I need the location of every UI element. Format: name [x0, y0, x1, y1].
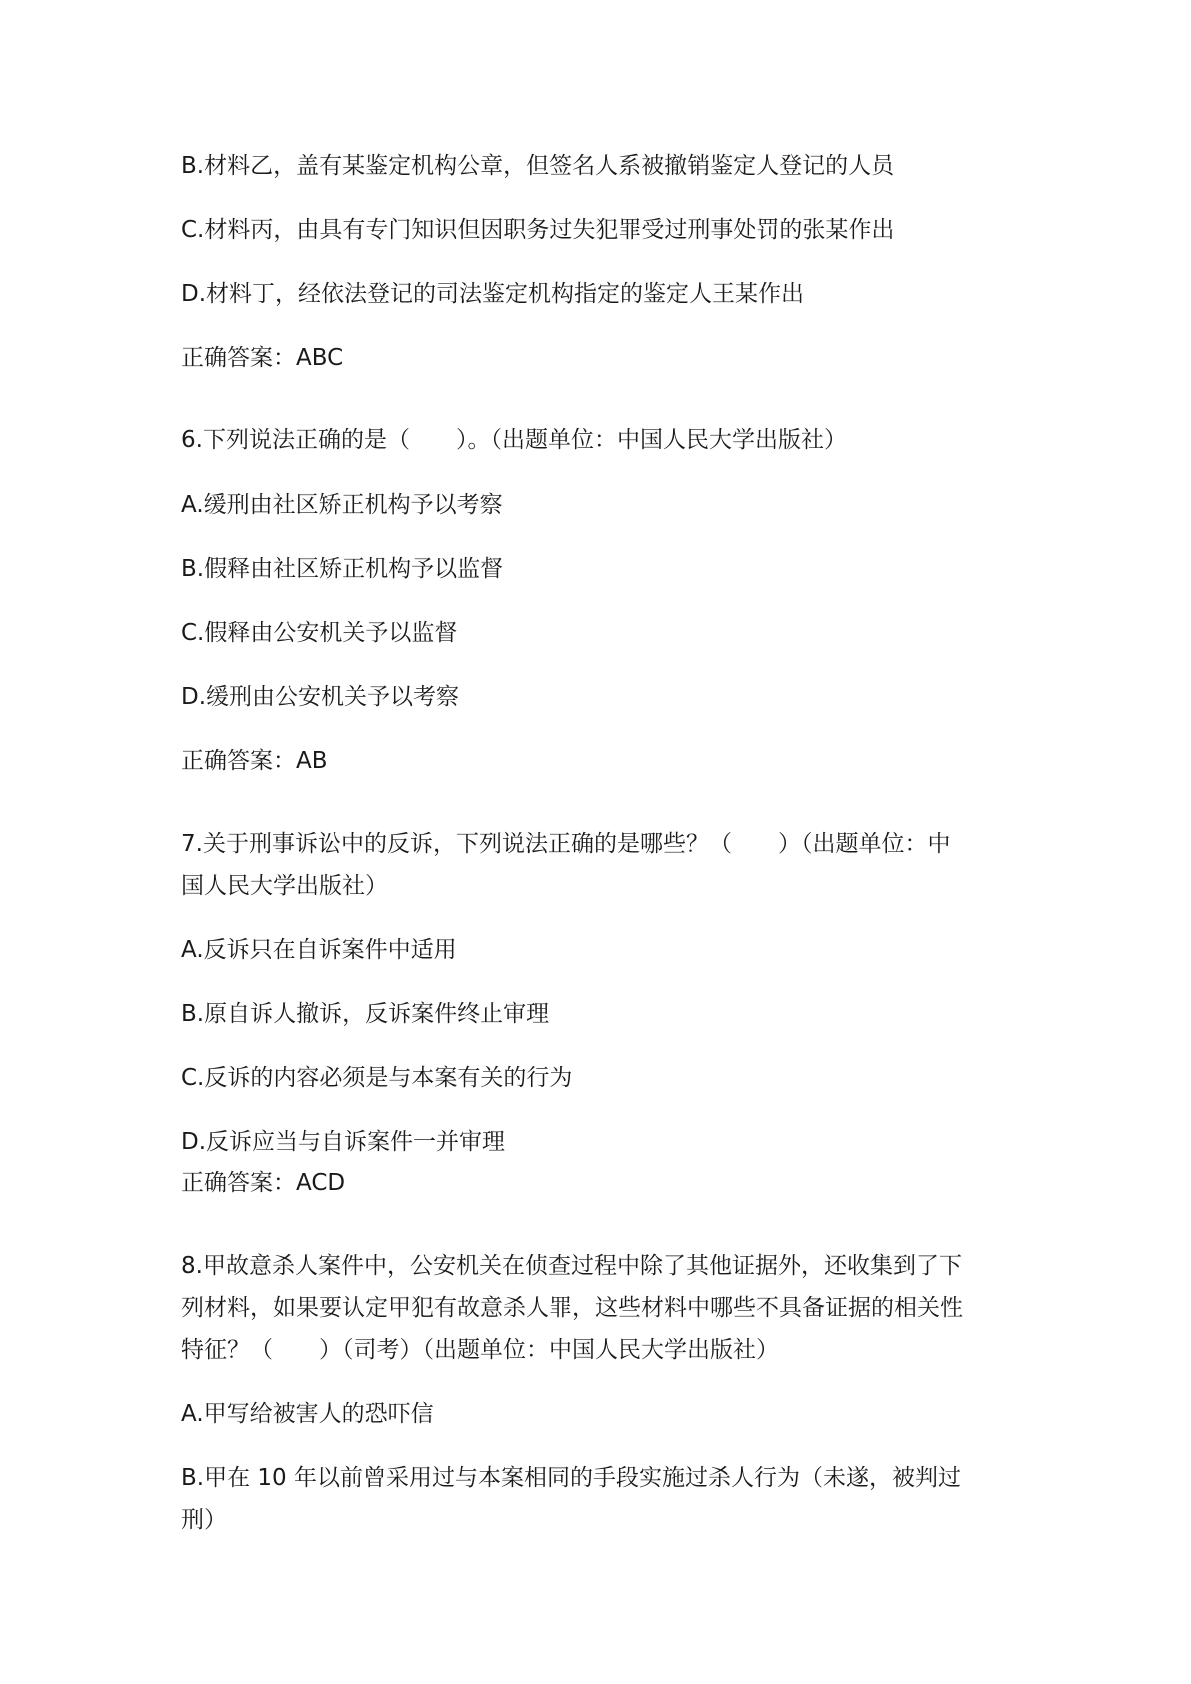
q8-question-line2: 列材料，如果要认定甲犯有故意杀人罪，这些材料中哪些不具备证据的相关性 — [181, 1295, 963, 1321]
q7-answer: 正确答案：ACD — [181, 1170, 346, 1196]
q6-question: 6.下列说法正确的是（ ）。（出题单位：中国人民大学出版社） — [181, 427, 847, 453]
q7-option-b: B.原自诉人撤诉，反诉案件终止审理 — [181, 1001, 550, 1027]
q5-option-b: B.材料乙，盖有某鉴定机构公章，但签名人系被撤销鉴定人登记的人员 — [181, 153, 895, 179]
q8-question-line1: 8.甲故意杀人案件中，公安机关在侦查过程中除了其他证据外，还收集到了下 — [181, 1253, 962, 1279]
q6-option-c: C.假释由公安机关予以监督 — [181, 620, 458, 646]
q8-question-line3: 特征？（ ）（司考）（出题单位：中国人民大学出版社） — [181, 1337, 779, 1363]
q8-option-b-line1: B.甲在 10 年以前曾采用过与本案相同的手段实施过杀人行为（未遂，被判过 — [181, 1465, 961, 1491]
q6-option-a: A.缓刑由社区矫正机构予以考察 — [181, 492, 503, 518]
q8-option-a: A.甲写给被害人的恐吓信 — [181, 1401, 434, 1427]
q5-answer: 正确答案：ABC — [181, 345, 344, 371]
q7-option-a: A.反诉只在自诉案件中适用 — [181, 937, 457, 963]
q7-question-line2: 国人民大学出版社） — [181, 873, 388, 899]
q6-answer: 正确答案：AB — [181, 748, 328, 774]
q7-question-line1: 7.关于刑事诉讼中的反诉，下列说法正确的是哪些？（ ）（出题单位：中 — [181, 831, 951, 857]
q6-option-b: B.假释由社区矫正机构予以监督 — [181, 556, 504, 582]
q8-option-b-line2: 刑） — [181, 1507, 227, 1533]
q6-option-d: D.缓刑由公安机关予以考察 — [181, 684, 460, 710]
q5-option-c: C.材料丙，由具有专门知识但因职务过失犯罪受过刑事处罚的张某作出 — [181, 217, 895, 243]
q5-option-d: D.材料丁，经依法登记的司法鉴定机构指定的鉴定人王某作出 — [181, 281, 805, 307]
q7-option-c: C.反诉的内容必须是与本案有关的行为 — [181, 1065, 573, 1091]
q7-option-d: D.反诉应当与自诉案件一并审理 — [181, 1129, 506, 1155]
